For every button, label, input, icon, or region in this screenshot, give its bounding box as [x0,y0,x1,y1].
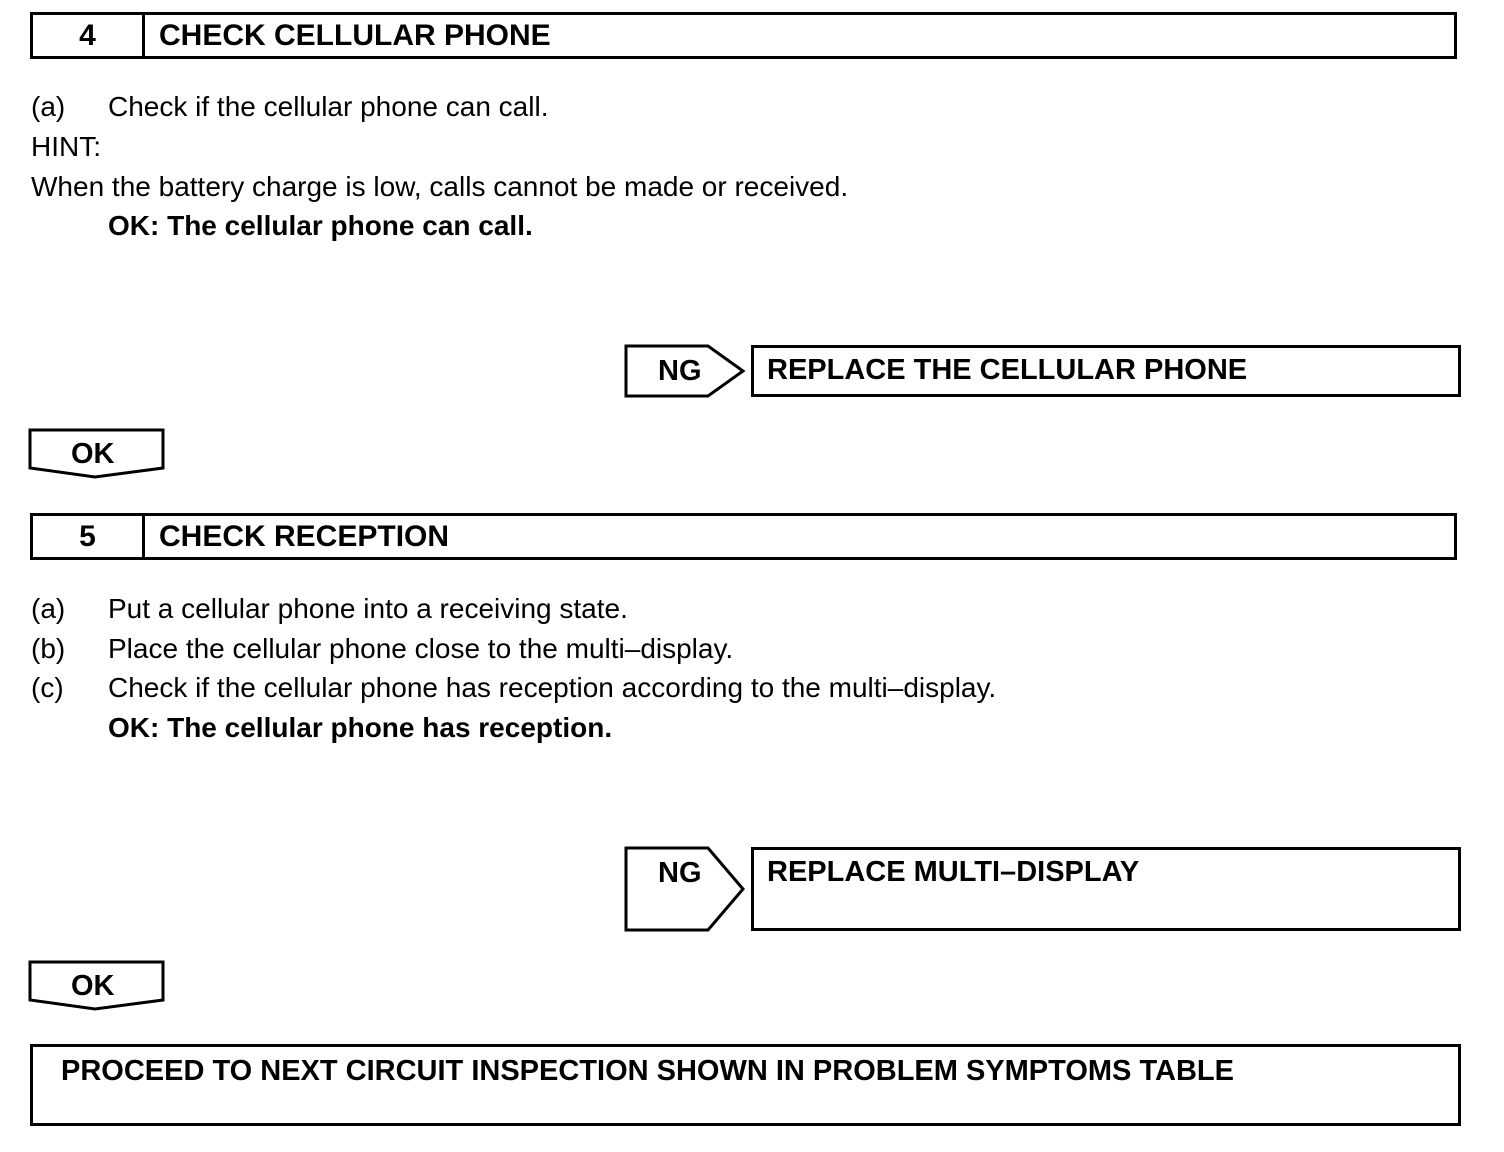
step-5-item-b-text: Place the cellular phone close to the multi–display. [108,633,734,664]
step-4-hint-text: When the battery charge is low, calls cannot be made or received. [31,171,849,202]
step-5-ng-action: REPLACE MULTI–DISPLAY [767,856,1140,888]
step-5-item-a-marker: (a) [31,593,66,624]
final-action-text: PROCEED TO NEXT CIRCUIT INSPECTION SHOWN IN PROBLEM SYMPTOMS TABLE [61,1055,1234,1087]
step-5-number: 5 [33,516,145,557]
step-4-ng-label: NG [658,355,702,387]
step-4-ok-criteria: OK: The cellular phone can call. [108,210,533,241]
step-5-item-c-text: Check if the cellular phone has reception according to the multi–display. [108,672,997,703]
step-4-number: 4 [33,15,145,56]
step-4-ok-label: OK [71,438,115,470]
step-4-title: CHECK CELLULAR PHONE [159,19,551,52]
step-5-ng-label: NG [658,857,702,889]
step-5-ok-label: OK [71,970,115,1002]
step-5-item-c-marker: (c) [31,672,64,703]
step-5-ng-action-box [751,847,1461,931]
step-4-header [30,12,1457,59]
step-5-ok-criteria: OK: The cellular phone has reception. [108,712,613,743]
step-4-item-a-text: Check if the cellular phone can call. [108,91,549,122]
step-5-item-b-marker: (b) [31,633,66,664]
step-5-item-a-text: Put a cellular phone into a receiving state. [108,593,628,624]
step-4-ng-action: REPLACE THE CELLULAR PHONE [767,354,1248,386]
step-5-title: CHECK RECEPTION [159,520,450,553]
step-4-item-a-marker: (a) [31,91,66,122]
step-5-header [30,513,1457,560]
step-4-hint-label: HINT: [31,131,101,162]
final-action-box [30,1044,1461,1126]
step-4-ng-action-box [751,345,1461,397]
